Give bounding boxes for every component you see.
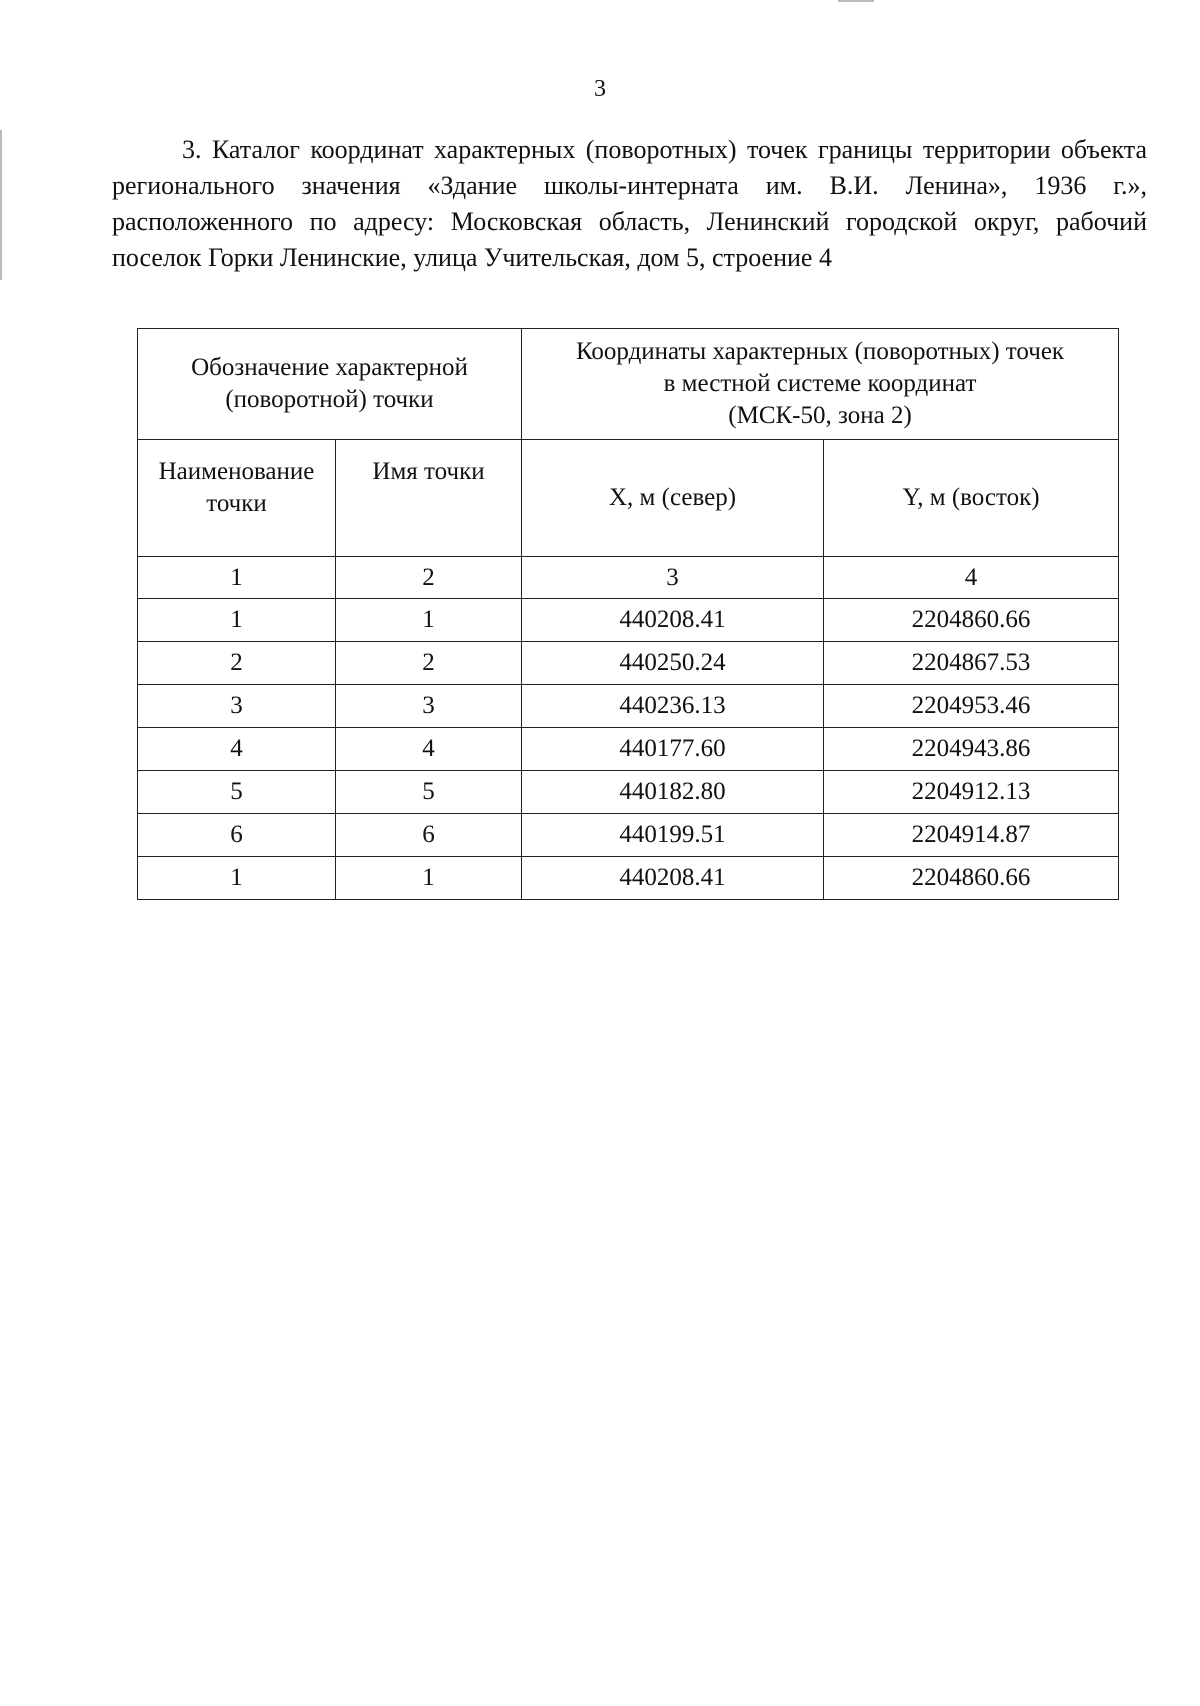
cell-y: 2204914.87 — [824, 814, 1119, 857]
cell-x: 440208.41 — [522, 599, 824, 642]
col-header-point-name-line2: точки — [206, 490, 267, 517]
cell-point-label: 3 — [336, 685, 522, 728]
cell-point-label: 1 — [336, 857, 522, 900]
cell-x: 440199.51 — [522, 814, 824, 857]
column-numbers-row — [138, 557, 1119, 599]
column-number: 4 — [824, 557, 1119, 599]
table-header-row-1 — [138, 329, 1119, 440]
cell-x: 440177.60 — [522, 728, 824, 771]
cell-x: 440250.24 — [522, 642, 824, 685]
table-row — [138, 814, 1119, 857]
cell-x: 440208.41 — [522, 857, 824, 900]
cell-point-label: 2 — [336, 642, 522, 685]
header-coordinates — [522, 329, 1119, 440]
scan-edge-mark-top — [838, 0, 874, 2]
table-row — [138, 685, 1119, 728]
table-row — [138, 728, 1119, 771]
header-point-designation-line2: (поворотной) точки — [225, 386, 434, 413]
cell-point-label: 1 — [336, 599, 522, 642]
cell-point-label: 4 — [336, 728, 522, 771]
col-header-point-label: Имя точки — [336, 440, 522, 557]
header-point-designation-line1: Обозначение характерной — [191, 354, 468, 381]
table-row — [138, 642, 1119, 685]
cell-point-name: 4 — [138, 728, 336, 771]
header-point-designation — [138, 329, 522, 440]
cell-y: 2204867.53 — [824, 642, 1119, 685]
table-row — [138, 599, 1119, 642]
column-number: 3 — [522, 557, 824, 599]
cell-y: 2204860.66 — [824, 857, 1119, 900]
cell-x: 440236.13 — [522, 685, 824, 728]
cell-point-name: 1 — [138, 857, 336, 900]
cell-point-name: 6 — [138, 814, 336, 857]
cell-point-label: 6 — [336, 814, 522, 857]
table-header-row-2 — [138, 440, 1119, 557]
cell-y: 2204953.46 — [824, 685, 1119, 728]
table-row — [138, 857, 1119, 900]
catalog-paragraph: 3. Каталог координат характерных (поворотных) точек границы территории объекта регионального значения «Здание школы-интерната им. В.И. Ленина», 1936 г.», расположенного по адресу: Московская область, Ленинский городской округ, рабочий поселок Горки Ленинские, улица Учительская, дом 5, строение 4 — [112, 135, 1147, 272]
header-coordinates-line1: Координаты характерных (поворотных) точек — [575, 338, 1065, 365]
cell-point-label: 5 — [336, 771, 522, 814]
cell-y: 2204912.13 — [824, 771, 1119, 814]
cell-point-name: 1 — [138, 599, 336, 642]
header-coordinates-line2: в местной системе координат — [663, 370, 977, 397]
coordinates-table — [137, 328, 1119, 900]
table-row — [138, 771, 1119, 814]
header-coordinates-line3: (МСК-50, зона 2) — [728, 402, 912, 429]
cell-point-name: 5 — [138, 771, 336, 814]
cell-point-name: 3 — [138, 685, 336, 728]
column-number: 2 — [336, 557, 522, 599]
col-header-x: X, м (север) — [522, 440, 824, 557]
cell-x: 440182.80 — [522, 771, 824, 814]
col-header-point-name — [138, 440, 336, 557]
page-number: 3 — [594, 76, 606, 102]
col-header-point-name-line1: Наименование — [158, 458, 315, 485]
cell-y: 2204943.86 — [824, 728, 1119, 771]
scan-edge-mark-left — [0, 130, 2, 280]
col-header-y: Y, м (восток) — [824, 440, 1119, 557]
cell-point-name: 2 — [138, 642, 336, 685]
column-number: 1 — [138, 557, 336, 599]
cell-y: 2204860.66 — [824, 599, 1119, 642]
